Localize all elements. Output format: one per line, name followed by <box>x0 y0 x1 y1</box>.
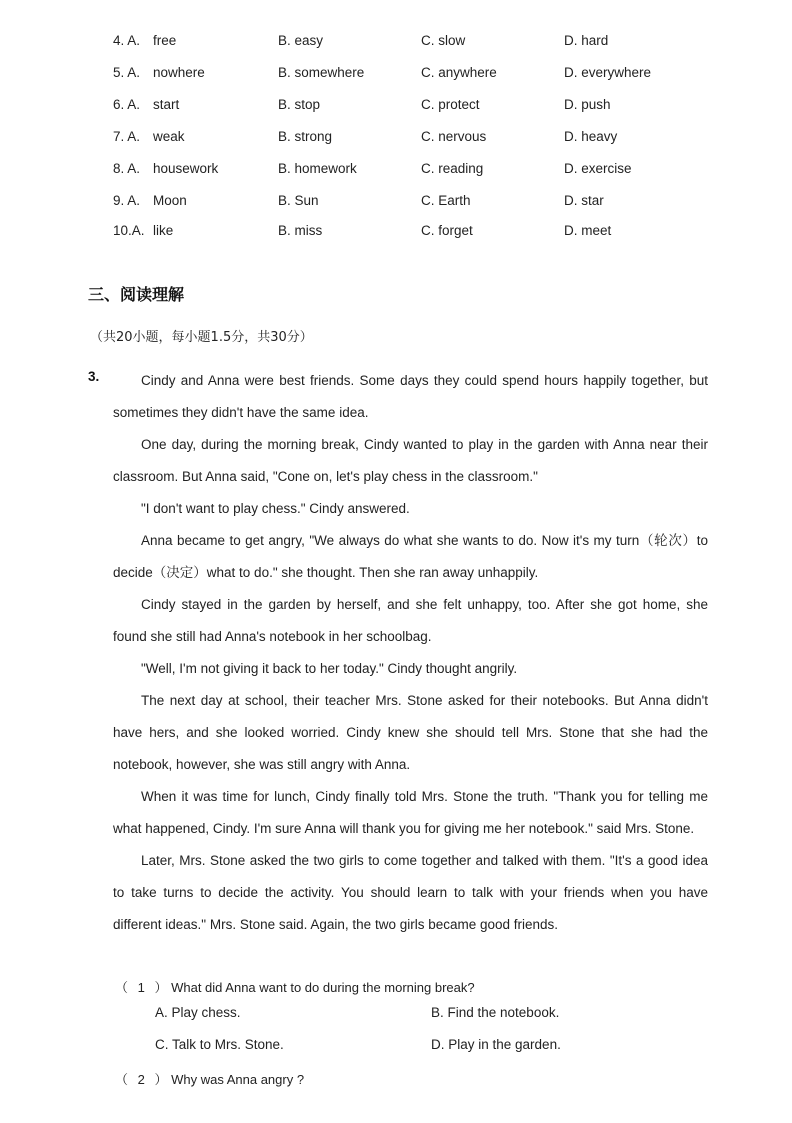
option-c[interactable]: C. nervous <box>421 129 487 144</box>
passage-paragraph: Anna became to get angry, "We always do what she wants to do. Now it's my turn（轮次）to decide（决定）what to do." she thought. Then she ran away unhappily. <box>113 533 708 580</box>
option-a[interactable]: weak <box>153 129 185 144</box>
passage-paragraph: Later, Mrs. Stone asked the two girls to come together and talked with them. "It's a good idea to take turns to decide the activity. You should learn to talk with your friends when you have different ideas." Mrs. Stone said. Again, the two girls became good friends. <box>113 853 708 932</box>
sub-question-label: （ 2 ） <box>115 1072 168 1087</box>
passage-paragraph: The next day at school, their teacher Mrs. Stone asked for their notebooks. But Anna didn't have hers, and she looked worried. Cindy knew she should tell Mrs. Stone that she had the notebook, however, she was still angry with Anna. <box>113 693 708 772</box>
question-number-label: 7. A. <box>113 129 141 144</box>
option-d[interactable]: D. exercise <box>564 161 632 176</box>
option-a[interactable]: Moon <box>153 193 187 208</box>
question-number: 3. <box>88 369 100 384</box>
cloze-option-row <box>0 127 792 147</box>
option-d[interactable]: D. star <box>564 193 604 208</box>
cloze-option-row <box>0 95 792 115</box>
option-a[interactable]: like <box>153 223 174 238</box>
sub-question-2 <box>115 1069 304 1088</box>
section-title: 三、阅读理解 <box>88 285 185 304</box>
question-number-label: 9. A. <box>113 193 141 208</box>
cloze-option-row <box>0 159 792 179</box>
answer-option-a[interactable]: A. Play chess. <box>155 1005 241 1020</box>
cloze-option-row <box>0 31 792 51</box>
passage-paragraph: "Well, I'm not giving it back to her today." Cindy thought angrily. <box>141 661 518 676</box>
answer-option-b[interactable]: B. Find the notebook. <box>431 1005 560 1020</box>
sub-question-1 <box>115 977 475 996</box>
sub-question-text: Why was Anna angry ? <box>171 1072 305 1087</box>
option-b[interactable]: B. easy <box>278 33 324 48</box>
option-d[interactable]: D. everywhere <box>564 65 652 80</box>
passage-paragraph: Cindy and Anna were best friends. Some days they could spend hours happily together, but sometimes they didn't have the same idea. <box>113 373 708 420</box>
option-b[interactable]: B. Sun <box>278 193 319 208</box>
answer-option-d[interactable]: D. Play in the garden. <box>431 1037 561 1052</box>
option-c[interactable]: C. slow <box>421 33 466 48</box>
option-a[interactable]: housework <box>153 161 219 176</box>
option-c[interactable]: C. protect <box>421 97 480 112</box>
option-c[interactable]: C. anywhere <box>421 65 497 80</box>
cloze-option-row <box>0 191 792 211</box>
sub-question-label: （ 1 ） <box>115 980 168 995</box>
answer-option-c[interactable]: C. Talk to Mrs. Stone. <box>155 1037 284 1052</box>
passage-paragraph: When it was time for lunch, Cindy finally told Mrs. Stone the truth. "Thank you for telling me what happened, Cindy. I'm sure Anna will thank you for giving me her notebook." said Mrs. Stone. <box>113 789 708 836</box>
question-number-label: 8. A. <box>113 161 141 176</box>
option-a[interactable]: nowhere <box>153 65 205 80</box>
question-number-label: 4. A. <box>113 33 141 48</box>
option-a[interactable]: free <box>153 33 177 48</box>
question-number-label: 10.A. <box>113 223 145 238</box>
option-c[interactable]: C. reading <box>421 161 484 176</box>
option-d[interactable]: D. heavy <box>564 129 618 144</box>
option-b[interactable]: B. stop <box>278 97 321 112</box>
reading-passage <box>113 365 708 941</box>
question-number-label: 5. A. <box>113 65 141 80</box>
option-c[interactable]: C. Earth <box>421 193 471 208</box>
question-number-label: 6. A. <box>113 97 141 112</box>
option-d[interactable]: D. hard <box>564 33 609 48</box>
sub-question-text: What did Anna want to do during the morning break? <box>171 980 475 995</box>
option-d[interactable]: D. meet <box>564 223 612 238</box>
cloze-option-row <box>0 63 792 83</box>
section-note: （共20小题，每小题1.5分，共30分） <box>90 330 313 345</box>
cloze-option-row <box>0 221 792 241</box>
option-b[interactable]: B. strong <box>278 129 333 144</box>
option-b[interactable]: B. miss <box>278 223 323 238</box>
option-b[interactable]: B. homework <box>278 161 357 176</box>
option-b[interactable]: B. somewhere <box>278 65 365 80</box>
passage-paragraph: Cindy stayed in the garden by herself, and she felt unhappy, too. After she got home, she found she still had Anna's notebook in her schoolbag. <box>113 597 708 644</box>
option-c[interactable]: C. forget <box>421 223 473 238</box>
option-a[interactable]: start <box>153 97 180 112</box>
option-d[interactable]: D. push <box>564 97 611 112</box>
passage-paragraph: One day, during the morning break, Cindy wanted to play in the garden with Anna near their classroom. But Anna said, "Cone on, let's play chess in the classroom." <box>113 437 708 484</box>
passage-paragraph: "I don't want to play chess." Cindy answered. <box>141 501 410 516</box>
